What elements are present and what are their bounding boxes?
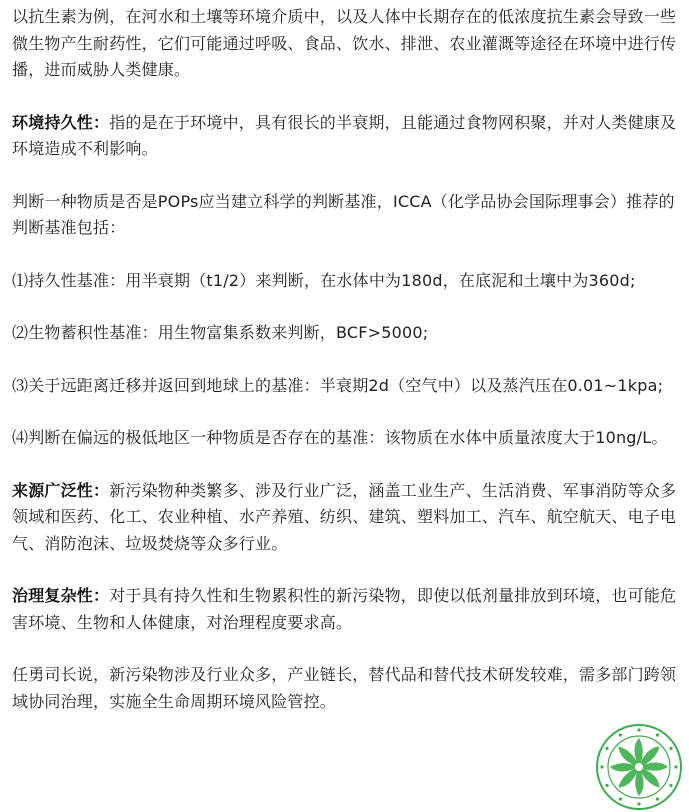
paragraph-pops-criteria-intro: 判断一种物质是否是POPs应当建立科学的判断基准，ICCA（化学品协会国际理事会）推荐的判断基准包括： [12, 191, 675, 237]
paragraph-criterion-2: ⑵生物蓄积性基准：用生物富集系数来判断，BCF>5000; [12, 323, 429, 342]
paragraph-source-breadth [12, 478, 680, 558]
green-pinwheel-seal-icon [594, 722, 684, 812]
heading-governance-complexity: 治理复杂性： [12, 586, 110, 605]
paragraph-criterion-4: ⑷判断在偏远的极低地区一种物质是否存在的基准：该物质在水体中质量浓度大于10ng/L。 [12, 428, 668, 447]
heading-persistence: 环境持久性： [12, 112, 110, 132]
paragraph-governance-complexity [12, 583, 680, 636]
text-source-breadth: 新污染物种类繁多、涉及行业广泛，涵盖工业生产、生活消费、军事消防等众多领域和医药、化工、农业种植、水产养殖、纺织、建筑、塑料加工、汽车、航空航天、电子电气、消防泡沫、垃圾焚烧等众多行业。 [12, 480, 677, 553]
paragraph-antibiotics: 以抗生素为例，在河水和土壤等环境介质中，以及人体中长期存在的低浓度抗生素会导致一些微生物产生耐药性，它们可能通过呼吸、食品、饮水、排泄、农业灌溉等途径在环境中进行传播，进而威胁人类健康。 [12, 7, 677, 79]
paragraph-criterion-1: ⑴持久性基准：用半衰期（t1/2）来判断，在水体中为180d，在底泥和土壤中为360d; [12, 270, 636, 290]
heading-source-breadth: 来源广泛性： [12, 480, 110, 500]
text-persistence: 指的是在于环境中，具有很长的半衰期，且能通过食物网积聚，并对人类健康及环境造成不利影响。 [12, 112, 677, 158]
text-governance-complexity: 对于具有持久性和生物累积性的新污染物，即使以低剂量排放到环境，也可能危害环境、生物和人体健康，对治理程度要求高。 [12, 586, 677, 632]
paragraph-official-quote: 任勇司长说，新污染物涉及行业众多，产业链长，替代品和替代技术研发较难，需多部门跨领域协同治理，实施全生命周期环境风险管控。 [12, 665, 677, 711]
paragraph-criterion-3: ⑶关于远距离迁移并返回到地球上的基准：半衰期2d（空气中）以及蒸汽压在0.01~1kpa; [12, 375, 664, 395]
article-body [12, 4, 680, 741]
paragraph-persistence [12, 110, 680, 163]
